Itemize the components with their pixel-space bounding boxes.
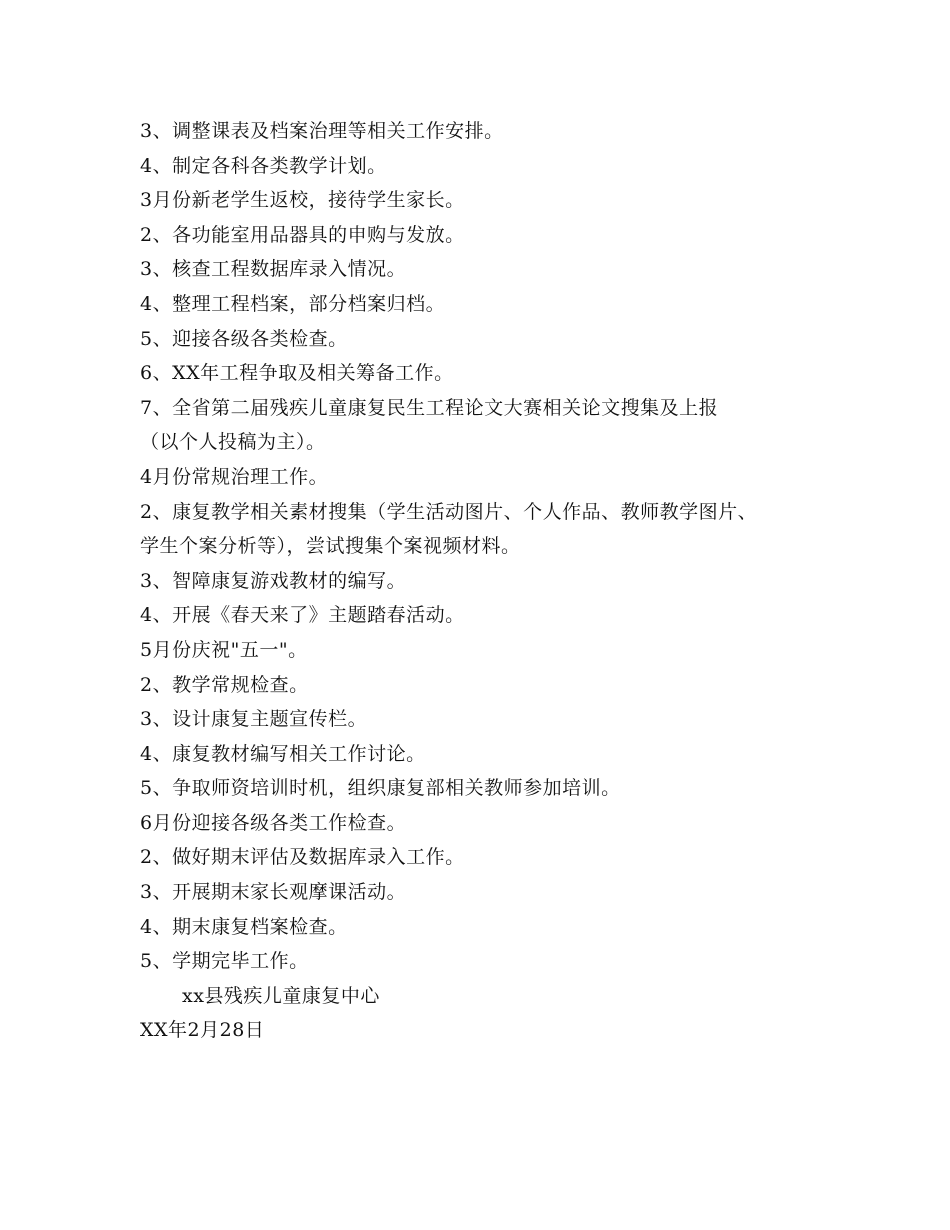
list-item: 2、教学常规检查。 [140, 673, 309, 696]
list-item: 4、开展《春天来了》主题踏春活动。 [140, 604, 465, 627]
list-item: 6、XX年工程争取及相关筹备工作。 [140, 362, 454, 385]
list-item: 4、康复教材编写相关工作讨论。 [140, 742, 426, 765]
list-item: 5、争取师资培训时机，组织康复部相关教师参加培训。 [140, 777, 621, 800]
month-heading: 6月份迎接各级各类工作检查。 [140, 811, 407, 834]
list-item: 3、设计康复主题宣传栏。 [140, 708, 368, 731]
list-item-continuation: （以个人投稿为主）。 [140, 431, 326, 454]
list-item: 7、全省第二届残疾儿童康复民生工程论文大赛相关论文搜集及上报 [140, 396, 719, 419]
list-item: 5、学期完毕工作。 [140, 950, 309, 973]
month-heading: 4月份常规治理工作。 [140, 465, 329, 488]
list-item: 4、制定各科各类教学计划。 [140, 154, 387, 177]
list-item: 3、核查工程数据库录入情况。 [140, 258, 407, 281]
list-item: 5、迎接各级各类检查。 [140, 327, 348, 350]
signature-organization: xx县残疾儿童康复中心 [182, 984, 380, 1007]
document-body [140, 114, 840, 1048]
list-item: 4、期末康复档案检查。 [140, 915, 348, 938]
list-item: 2、做好期末评估及数据库录入工作。 [140, 846, 465, 869]
list-item: 3、调整课表及档案治理等相关工作安排。 [140, 120, 504, 142]
signature-date: XX年2月28日 [140, 1019, 265, 1042]
list-item: 3、开展期末家长观摩课活动。 [140, 881, 407, 904]
month-heading: 5月份庆祝"五一"。 [140, 638, 308, 661]
list-item-continuation: 学生个案分析等），尝试搜集个案视频材料。 [140, 535, 521, 558]
month-heading: 3月份新老学生返校，接待学生家长。 [140, 189, 465, 212]
list-item: 2、各功能室用品器具的申购与发放。 [140, 223, 465, 246]
list-item: 3、智障康复游戏教材的编写。 [140, 569, 407, 592]
list-item: 4、整理工程档案，部分档案归档。 [140, 292, 446, 315]
list-item: 2、康复教学相关素材搜集（学生活动图片、个人作品、教师教学图片、 [140, 500, 758, 523]
